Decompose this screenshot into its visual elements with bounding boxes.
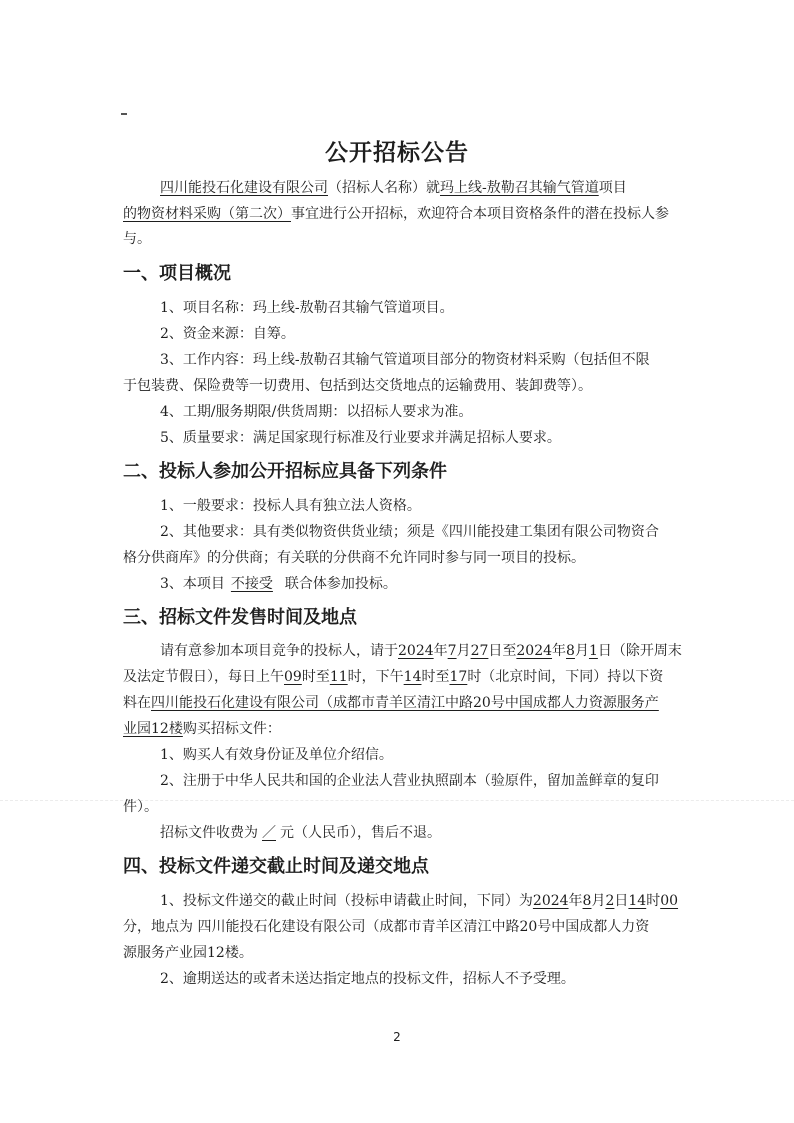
sale-end-day: 1 (588, 643, 598, 659)
sale-start-day: 27 (470, 643, 489, 659)
intro-line-1: 四川能投石化建设有限公司（招标人名称）就玛上线-敖勒召其输气管道项目 (160, 180, 627, 196)
s3-line-3: 料在四川能投石化建设有限公司（成都市青羊区清江中路20号中国成都人力资源服务产 (123, 695, 659, 711)
sale-place: 四川能投石化建设有限公司（成都市青羊区清江中路20号中国成都人力资源服务产 (151, 695, 659, 711)
s2-item-1: 1、一般要求：投标人具有独立法人资格。 (160, 498, 421, 514)
deadline-hour: 14 (628, 893, 647, 909)
s3-item-2a: 2、注册于中华人民共和国的企业法人营业执照副本（验原件，留加盖鲜章的复印 (160, 773, 659, 789)
s1-item-1: 1、项目名称：玛上线-敖勒召其输气管道项目。 (160, 300, 454, 316)
s4-line-2: 分，地点为 四川能投石化建设有限公司（成都市青羊区清江中路20号中国成都人力资 (123, 919, 650, 935)
sale-place-cont: 业园12楼 (123, 721, 183, 737)
s3-item-2b: 件）。 (123, 799, 158, 815)
s3-line-1: 请有意参加本项目竞争的投标人，请于2024年7月27日至2024年8月1日（除开周末 (160, 643, 682, 659)
s4-line-3: 源服务产业园12楼。 (123, 945, 253, 961)
page-title: 公开招标公告 (325, 140, 469, 166)
intro-line-2: 的物资材料采购（第二次）事宜进行公开招标，欢迎符合本项目资格条件的潜在投标人参 (123, 206, 669, 222)
s1-item-4: 4、工期/服务期限/供货周期：以招标人要求为准。 (160, 404, 473, 420)
deadline-minute: 00 (660, 893, 679, 909)
sale-start-year: 2024 (398, 643, 434, 659)
scan-mark (121, 113, 127, 115)
tenderer-name: 四川能投石化建设有限公司 (160, 180, 328, 196)
pm-start: 14 (403, 669, 422, 685)
page-number: 2 (393, 1030, 401, 1044)
s1-item-2: 2、资金来源：自筹。 (160, 326, 295, 342)
s1-item-3a: 3、工作内容：玛上线-敖勒召其输气管道项目部分的物资材料采购（包括但不限 (160, 352, 650, 368)
am-end: 11 (329, 669, 348, 685)
deadline-day: 2 (605, 893, 615, 909)
consortium-value: 不接受 (230, 576, 273, 592)
procurement-scope: 的物资材料采购（第二次） (123, 206, 291, 222)
deadline-year: 2024 (532, 893, 569, 909)
project-name: 玛上线-敖勒召其输气管道 (440, 180, 599, 196)
sale-end-month: 8 (566, 643, 575, 659)
s3-item-1: 1、购买人有效身份证及单位介绍信。 (160, 747, 393, 763)
s3-line-2: 及法定节假日），每日上午09时至11时，下午14时至17时（北京时间，下同）持以下资 (123, 669, 664, 685)
s3-line-4: 业园12楼购买招标文件： (123, 721, 281, 737)
sale-end-year: 2024 (516, 643, 553, 659)
fee-value: ／ (262, 825, 276, 841)
s3-fee: 招标文件收费为 ／ 元（人民币），售后不退。 (160, 825, 441, 841)
section-4-heading: 四、投标文件递交截止时间及递交地点 (123, 856, 429, 877)
s1-item-3b: 于包装费、保险费等一切费用、包括到达交货地点的运输费用、装卸费等）。 (123, 378, 592, 394)
deadline-month: 8 (582, 893, 592, 909)
s1-item-5: 5、质量要求：满足国家现行标准及行业要求并满足招标人要求。 (160, 430, 561, 446)
section-1-heading: 一、项目概况 (123, 263, 231, 284)
s4-line-1: 1、投标文件递交的截止时间（投标申请截止时间，下同）为2024年8月2日14时00 (160, 893, 679, 909)
intro-line-3: 与。 (123, 231, 151, 247)
pm-end: 17 (449, 669, 468, 685)
s2-item-2b: 格分供商库》的分供商；有关联的分供商不允许同时参与同一项目的投标。 (123, 550, 585, 566)
sale-start-month: 7 (447, 643, 457, 659)
s2-item-2a: 2、其他要求：具有类似物资供货业绩；须是《四川能投建工集团有限公司物资合 (160, 524, 659, 540)
s4-item-2: 2、逾期送达的或者未送达指定地点的投标文件，招标人不予受理。 (160, 971, 575, 987)
scan-fold-line (0, 800, 794, 801)
am-start: 09 (284, 669, 302, 685)
s2-item-3: 3、本项目 不接受 联合体参加投标。 (160, 576, 397, 592)
section-3-heading: 三、招标文件发售时间及地点 (123, 607, 357, 628)
section-2-heading: 二、投标人参加公开招标应具备下列条件 (123, 461, 447, 482)
